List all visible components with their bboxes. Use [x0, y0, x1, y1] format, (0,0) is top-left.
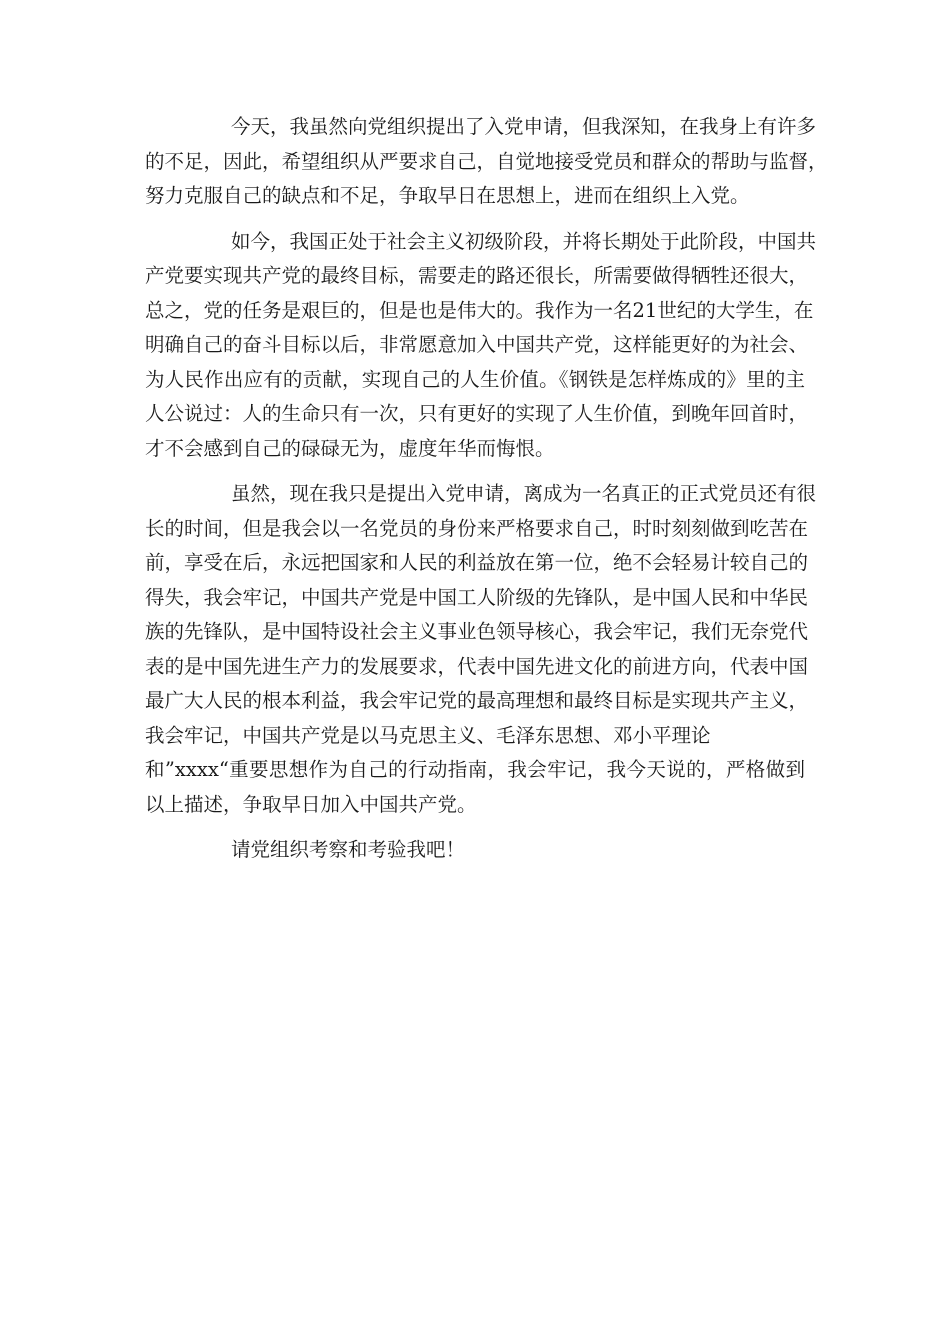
text-line: 努力克服自己的缺点和不足，争取早日在思想上，进而在组织上入党。	[145, 184, 750, 207]
text-line: 前，享受在后，永远把国家和人民的利益放在第一位，绝不会轻易计较自己的	[145, 551, 809, 574]
text-line: 族的先锋队，是中国特设社会主义事业色领导核心，我会牢记，我们无奈党代	[145, 620, 809, 643]
closing-line: 请党组织考察和考验我吧！	[231, 838, 466, 861]
text-line: 产党要实现共产党的最终目标，需要走的路还很长，所需要做得牺牲还很大，	[145, 264, 809, 287]
text-line: 表的是中国先进生产力的发展要求，代表中国先进文化的前进方向，代表中国	[145, 654, 809, 678]
paragraph-1	[145, 110, 828, 214]
text-line: 为人民作出应有的贡献，实现自己的人生价值。《钢铁是怎样炼成的》里的主	[145, 367, 805, 391]
text-line: 以上描述，争取早日加入中国共产党。	[145, 792, 477, 816]
text-line: 虽然，现在我只是提出入党申请，离成为一名真正的正式党员还有很	[231, 482, 817, 505]
document-body	[145, 110, 828, 879]
text-line: 最广大人民的根本利益，我会牢记党的最高理想和最终目标是实现共产主义，	[145, 689, 809, 712]
text-line: 如今，我国正处于社会主义初级阶段，并将长期处于此阶段，中国共	[231, 229, 817, 253]
paragraph-4	[145, 833, 805, 868]
text-line: 才不会感到自己的碌碌无为，虚度年华而悔恨。	[145, 436, 555, 460]
text-line: 人公说过：人的生命只有一次，只有更好的实现了人生价值，到晚年回首时，	[145, 402, 809, 425]
text-line: 今天，我虽然向党组织提出了入党申请，但我深知，在我身上有许多	[231, 115, 817, 138]
text-line: 我会牢记，中国共产党是以马克思主义、毛泽东思想、邓小平理论	[145, 723, 711, 747]
text-line: 和”xxxx“重要思想作为自己的行动指南，我会牢记，我今天说的，严格做到	[145, 758, 805, 781]
text-line: 得失，我会牢记，中国共产党是中国工人阶级的先锋队，是中国人民和中华民	[145, 585, 809, 609]
text-line: 的不足，因此，希望组织从严要求自己，自觉地接受党员和群众的帮助与监督，	[145, 149, 828, 173]
text-line: 长的时间，但是我会以一名党员的身份来严格要求自己，时时刻刻做到吃苦在	[145, 516, 809, 540]
paragraph-3	[145, 477, 817, 822]
paragraph-2	[145, 225, 817, 467]
text-line: 明确自己的奋斗目标以后，非常愿意加入中国共产党，这样能更好的为社会、	[145, 333, 809, 356]
text-line: 总之，党的任务是艰巨的，但是也是伟大的。我作为一名21世纪的大学生，在	[145, 298, 814, 322]
